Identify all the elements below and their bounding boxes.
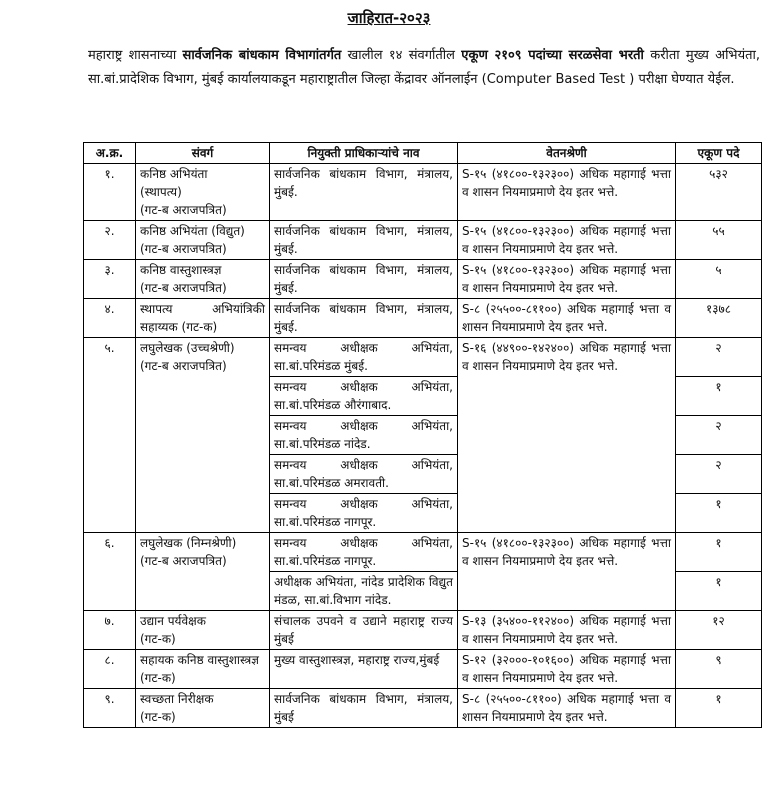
posts-cell: १३७८ xyxy=(676,299,762,338)
authority-cell: समन्वय अधीक्षक अभियंता, सा.बां.परिमंडळ औरंगाबाद. xyxy=(270,377,458,416)
posts-cell: १ xyxy=(676,533,762,572)
table-row xyxy=(84,689,762,728)
cadre-line: (गट-क) xyxy=(140,671,176,685)
recruitment-table xyxy=(83,142,762,728)
pay-cell: S-१२ (३२०००-१०१६००) अधिक महागाई भत्ता व शासन नियमाप्रमाणे देय इतर भत्ते. xyxy=(458,650,676,689)
posts-cell: १ xyxy=(676,377,762,416)
pay-cell: S-१६ (४४९००-१४२४००) अधिक महागाई भत्ता व शासन नियमाप्रमाणे देय इतर भत्ते. xyxy=(458,338,676,533)
table-row xyxy=(84,533,762,572)
cadre-line: (गट-ब अराजपत्रित) xyxy=(140,359,227,373)
cadre-cell xyxy=(136,689,270,728)
header-posts: एकूण पदे xyxy=(676,143,762,164)
serial-cell: ८. xyxy=(84,650,136,689)
pay-cell: S-१५ (४१८००-१३२३००) अधिक महागाई भत्ता व शासन नियमाप्रमाणे देय इतर भत्ते. xyxy=(458,221,676,260)
posts-cell: २ xyxy=(676,455,762,494)
intro-bold-posts: एकूण २१०९ पदांच्या सरळसेवा भरती xyxy=(461,48,644,63)
authority-cell: समन्वय अधीक्षक अभियंता, सा.बां.परिमंडळ अमरावती. xyxy=(270,455,458,494)
pay-cell: S-१५ (४१८००-१३२३००) अधिक महागाई भत्ता व शासन नियमाप्रमाणे देय इतर भत्ते. xyxy=(458,533,676,611)
serial-cell: ९. xyxy=(84,689,136,728)
table-row xyxy=(84,338,762,377)
posts-cell: ९ xyxy=(676,650,762,689)
cadre-line: (गट-ब अराजपत्रित) xyxy=(140,281,227,295)
pay-cell: S-१५ (४१८००-१३२३००) अधिक महागाई भत्ता व शासन नियमाप्रमाणे देय इतर भत्ते. xyxy=(458,260,676,299)
posts-cell: १ xyxy=(676,689,762,728)
posts-cell: ५३२ xyxy=(676,164,762,221)
table-row xyxy=(84,221,762,260)
table-row xyxy=(84,611,762,650)
posts-cell: १ xyxy=(676,494,762,533)
serial-cell: ३. xyxy=(84,260,136,299)
pay-cell: S-१३ (३५४००-११२४००) अधिक महागाई भत्ता व शासन नियमाप्रमाणे देय इतर भत्ते. xyxy=(458,611,676,650)
authority-cell: संचालक उपवने व उद्याने महाराष्ट्र राज्य मुंबई xyxy=(270,611,458,650)
posts-cell: १ xyxy=(676,572,762,611)
cadre-line: (गट-ब अराजपत्रित) xyxy=(140,242,227,256)
pay-cell: S-८ (२५५००-८११००) अधिक महागाई भत्ता व शासन नियमाप्रमाणे देय इतर भत्ते. xyxy=(458,689,676,728)
cadre-cell xyxy=(136,164,270,221)
authority-cell: सार्वजनिक बांधकाम विभाग, मंत्रालय, मुंबई xyxy=(270,689,458,728)
authority-cell: सार्वजनिक बांधकाम विभाग, मंत्रालय, मुंबई. xyxy=(270,164,458,221)
cadre-cell xyxy=(136,650,270,689)
serial-cell: ४. xyxy=(84,299,136,338)
cadre-line: सहायक कनिष्ठ वास्तुशास्त्रज्ञ xyxy=(140,653,259,667)
cadre-line: (गट-क) xyxy=(140,632,176,646)
cadre-line: (गट-ब अराजपत्रित) xyxy=(140,554,227,568)
cadre-line: कनिष्ठ वास्तुशास्त्रज्ञ xyxy=(140,263,222,277)
cadre-line: कनिष्ठ अभियंता xyxy=(140,167,208,181)
pay-cell: S-८ (२५५००-८११००) अधिक महागाई भत्ता व शासन नियमाप्रमाणे देय इतर भत्ते. xyxy=(458,299,676,338)
header-serial: अ.क्र. xyxy=(84,143,136,164)
serial-cell: ७. xyxy=(84,611,136,650)
posts-cell: १२ xyxy=(676,611,762,650)
cadre-line: लघुलेखक (उच्चश्रेणी) xyxy=(140,341,235,355)
posts-cell: ५ xyxy=(676,260,762,299)
cadre-line: कनिष्ठ अभियंता (विद्युत) xyxy=(140,224,245,238)
table-row xyxy=(84,260,762,299)
cadre-cell xyxy=(136,611,270,650)
cadre-line: (स्थापत्य) xyxy=(140,185,182,199)
intro-text: महाराष्ट्र शासनाच्या xyxy=(88,48,183,63)
table-header-row xyxy=(84,143,762,164)
header-cadre: संवर्ग xyxy=(136,143,270,164)
header-pay: वेतनश्रेणी xyxy=(458,143,676,164)
authority-cell: समन्वय अधीक्षक अभियंता, सा.बां.परिमंडळ नागपूर. xyxy=(270,494,458,533)
authority-cell: सार्वजनिक बांधकाम विभाग, मंत्रालय, मुंबई. xyxy=(270,221,458,260)
authority-cell: मुख्य वास्तुशास्त्रज्ञ, महाराष्ट्र राज्य,मुंबई xyxy=(270,650,458,689)
posts-cell: ५५ xyxy=(676,221,762,260)
intro-text: खालील १४ संवर्गातील xyxy=(341,48,462,63)
page-title: जाहिरात-२०२३ xyxy=(347,9,431,27)
cadre-line: (गट-क) xyxy=(140,710,176,724)
intro-paragraph xyxy=(88,44,760,92)
cadre-cell xyxy=(136,338,270,533)
authority-cell: समन्वय अधीक्षक अभियंता, सा.बां.परिमंडळ नागपूर. xyxy=(270,533,458,572)
table-body xyxy=(84,164,762,728)
cadre-cell xyxy=(136,260,270,299)
pay-cell: S-१५ (४१८००-१३२३००) अधिक महागाई भत्ता व शासन नियमाप्रमाणे देय इतर भत्ते. xyxy=(458,164,676,221)
header-authority: नियुक्ती प्राधिकाऱ्यांचे नाव xyxy=(270,143,458,164)
table-row xyxy=(84,650,762,689)
posts-cell: २ xyxy=(676,338,762,377)
cadre-line: उद्यान पर्यवेक्षक xyxy=(140,614,206,628)
cadre-line: स्थापत्य अभियांत्रिकी सहाय्यक (गट-क) xyxy=(140,302,265,334)
authority-cell: समन्वय अधीक्षक अभियंता, सा.बां.परिमंडळ मुंबई. xyxy=(270,338,458,377)
cadre-line: (गट-ब अराजपत्रित) xyxy=(140,203,227,217)
serial-cell: २. xyxy=(84,221,136,260)
cadre-cell xyxy=(136,299,270,338)
intro-bold-department: सार्वजनिक बांधकाम विभागांतर्गत xyxy=(182,48,342,63)
table-row xyxy=(84,164,762,221)
authority-cell: सार्वजनिक बांधकाम विभाग, मंत्रालय, मुंबई. xyxy=(270,299,458,338)
serial-cell: ६. xyxy=(84,533,136,611)
cadre-cell xyxy=(136,221,270,260)
authority-cell: सार्वजनिक बांधकाम विभाग, मंत्रालय, मुंबई. xyxy=(270,260,458,299)
cadre-line: लघुलेखक (निम्नश्रेणी) xyxy=(140,536,237,550)
authority-cell: समन्वय अधीक्षक अभियंता, सा.बां.परिमंडळ नांदेड. xyxy=(270,416,458,455)
serial-cell: १. xyxy=(84,164,136,221)
cadre-line: स्वच्छता निरीक्षक xyxy=(140,692,214,706)
intro-text: करीता मुख्य अभियंता, सा.बां.प्रादेशिक विभाग, मुंबई कार्यालयाकडून महाराष्ट्रातील जिल्हा केंद्रावर ऑनलाईन (Computer Based Test ) परीक्षा घेण्यात येईल. xyxy=(88,48,761,87)
table-row xyxy=(84,299,762,338)
authority-cell: अधीक्षक अभियंता, नांदेड प्रादेशिक विद्युत मंडळ, सा.बां.विभाग नांदेड. xyxy=(270,572,458,611)
cadre-cell xyxy=(136,533,270,611)
serial-cell: ५. xyxy=(84,338,136,533)
posts-cell: २ xyxy=(676,416,762,455)
